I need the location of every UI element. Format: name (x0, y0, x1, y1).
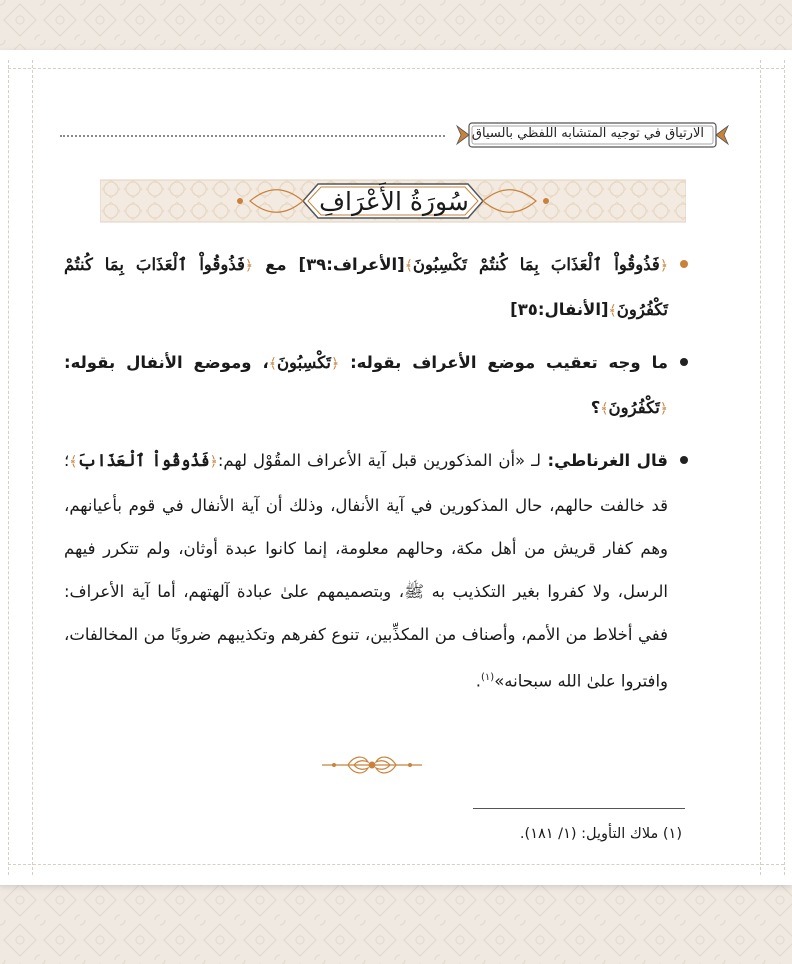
ornate-bracket-open: ﴿ (659, 258, 669, 274)
ornate-bracket-close: ﴾ (404, 258, 413, 274)
bullet-icon (680, 260, 688, 268)
ornate-bracket-open: ﴿ (209, 454, 218, 470)
answer-item (64, 439, 690, 703)
ornate-bracket-open: ﴿ (659, 401, 668, 417)
verse-reference: [الأعراف:٣٩] مع (253, 255, 405, 274)
quran-quote: تَكْسِبُونَ (276, 353, 331, 372)
main-content (64, 243, 690, 711)
bullet-icon (680, 456, 688, 464)
question-mark: ؟ (590, 398, 601, 417)
answer-text-end: . (475, 671, 481, 691)
quran-quote: فَذُوقُواْ ٱلْعَذَابَ بِمَا كُنتُمْ تَكْسِبُونَ (412, 255, 660, 274)
margin-guide-left-inner (32, 60, 33, 875)
speaker-label: قال الغرناطي: (541, 451, 668, 470)
question-text: ما وجه تعقيب موضع الأعراف بقوله: (339, 353, 668, 372)
question-text: ، وموضع الأنفال بقوله: (64, 353, 269, 372)
margin-guide-bottom (8, 864, 784, 865)
surah-title: سُورَةُ الأَعْرَافِ (319, 187, 469, 216)
quran-quote: تَكْفُرُونَ (608, 398, 660, 417)
bullet-icon (680, 358, 688, 366)
ornate-bracket-close: ﴾ (600, 401, 609, 417)
header-dotted-rule (60, 135, 445, 137)
running-header (60, 120, 730, 150)
ornate-bracket-close: ﴾ (69, 454, 78, 470)
ornate-bracket-close: ﴾ (608, 303, 617, 319)
answer-text: ؛ قد خالفت حالهم، حال المذكورين في آية الأنفال، وذلك أن آية الأنفال في قوم بأعيانهم، وهم كفار قريش من أهل مكة، وحالهم معلومة، إنما كانوا عبدة أوثان، ولم تتكرر فيهم الرسل، ولا كفروا بغير التكذيب به ﷺ، وبتصميمهم علىٰ عبادة آلهتهم، أما آية الأعراف: ففي أخلاط من الأمم، وأصناف من المكذِّبين، تنوع كفرهم وتكذيبهم ضروبًا من المخالفات، وافتروا علىٰ الله سبحانه» (64, 451, 668, 691)
ornate-bracket-open: ﴿ (330, 356, 340, 372)
footnote-marker: (١) (481, 672, 495, 683)
margin-guide-right-inner (760, 60, 761, 875)
quran-quote: فَذُوقُواْ ٱلْعَذَابَ (77, 451, 210, 470)
question-item-2 (64, 341, 690, 431)
item-paragraph (64, 243, 668, 333)
answer-text: لـ «أن المذكورين قبل آية الأعراف المقُوْل لهم: (217, 451, 542, 470)
margin-guide-top (8, 68, 784, 69)
footnote-separator (473, 808, 685, 809)
item-paragraph (64, 341, 668, 431)
book-title: الارتياق في توجيه المتشابه اللفظي بالسياق (471, 126, 704, 141)
ornate-bracket-close: ﴾ (268, 356, 277, 372)
quran-quote: فَذُوقُواْ ٱلْعَذَابَ بِمَا كُنتُمْ تَكْفُرُونَ (64, 255, 668, 319)
item-paragraph (64, 439, 668, 703)
footnote: (١) ملاك التأويل: (١/ ١٨١). (519, 826, 682, 842)
question-item-1 (64, 243, 690, 333)
section-end-ornament (318, 752, 426, 778)
ornate-bracket-open: ﴿ (244, 258, 254, 274)
margin-guide-right (784, 60, 785, 875)
verse-reference: [الأنفال:٣٥] (510, 300, 609, 319)
margin-guide-left (8, 60, 9, 875)
